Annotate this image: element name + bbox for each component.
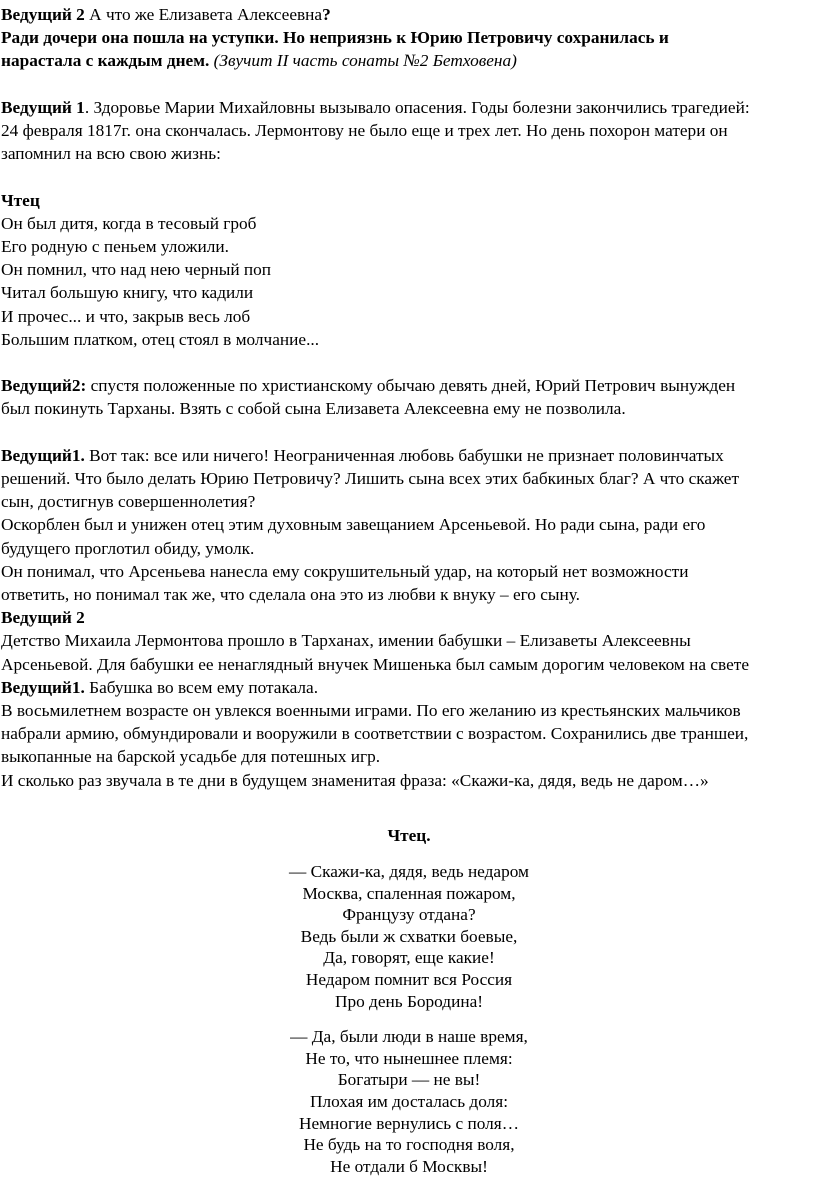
poem-line: Ведь были ж схватки боевые,: [300, 926, 518, 946]
poem-line: Французу отдана?: [342, 905, 476, 925]
text-run: Бабушка во всем ему потакала.: [84, 677, 319, 697]
text-run: . Здоровье Марии Михайловны вызывало опасения. Годы болезни закончились трагедией:: [84, 97, 750, 117]
poem-line: Недаром помнит вся Россия: [305, 970, 513, 990]
stanza-gap: [1, 1012, 816, 1026]
poem-stanza-2: [1, 1026, 816, 1177]
paragraph-line: [1, 676, 816, 699]
text-run: Вот так: все или ничего! Неограниченная любовь бабушки не признает половинчатых: [84, 445, 724, 465]
verse-line: Читал большую книгу, что кадили: [1, 283, 254, 303]
verse-line: Он был дитя, когда в тесовый гроб: [1, 213, 257, 233]
verse-line: Большим платком, отец стоял в молчание...: [1, 329, 320, 349]
paragraph-line: Он понимал, что Арсеньева нанесла ему сокрушительный удар, на который нет возможности: [1, 561, 689, 581]
paragraph-line: 24 февраля 1817г. она скончалась. Лермонтову не было еще и трех лет. Но день похорон матери он: [1, 121, 728, 140]
paragraph-line: [1, 374, 816, 397]
paragraph-line: [1, 606, 816, 629]
poem-line: Богатыри — не вы!: [337, 1070, 481, 1090]
poem-line: Про день Бородина!: [334, 991, 484, 1011]
speaker-label: Ведущий 1: [1, 97, 85, 117]
speaker-label: Ведущий1.: [1, 445, 85, 465]
paragraph-line: Оскорблен был и унижен отец этим духовным завещанием Арсеньевой. Но ради сына, ради его: [1, 515, 706, 535]
speaker-label: Ведущий 2: [1, 5, 85, 24]
poem-line: Не будь на то господня воля,: [303, 1135, 515, 1155]
paragraph-line: Детство Михаила Лермонтова прошло в Тарханах, имении бабушки – Елизаветы Алексеевны: [1, 631, 691, 651]
speaker-label: Ведущий2:: [1, 376, 87, 396]
paragraph-line: [1, 96, 816, 119]
verse-line: И прочес... и что, закрыв весь лоб: [1, 306, 251, 326]
speaker-label: Ведущий1.: [1, 677, 85, 697]
speaker-label: Ведущий 2: [1, 608, 85, 628]
paragraph-line: сын, достигнув совершеннолетия?: [1, 492, 256, 512]
paragraph-line: И сколько раз звучала в те дни в будущем знаменитая фраза: «Скажи-ка, дядя, ведь не даром…»: [1, 770, 709, 790]
paragraph-line: [1, 49, 816, 72]
blank-line: [1, 351, 816, 374]
poem-title-text: Чтец.: [387, 825, 431, 845]
paragraph-line: будущего проглотил обиду, умолк.: [1, 538, 255, 558]
paragraph-line: [1, 26, 816, 49]
poem-stanza-1: [1, 861, 816, 1012]
paragraph-line: решений. Что было делать Юрию Петровичу? Лишить сына всех этих бабкиных благ? А что скажет: [1, 469, 740, 488]
paragraph-line: Арсеньевой. Для бабушки ее ненаглядный внучек Мишенька был самым дорогим человеком на свете: [1, 654, 750, 674]
text-run: спустя положенные по христианскому обычаю девять дней, Юрий Петрович вынужден: [86, 376, 736, 396]
poem-line: Да, говорят, еще какие!: [323, 948, 495, 968]
poem-line: Плохая им досталась доля:: [309, 1091, 509, 1111]
text-run: нарастала с каждым днем.: [1, 51, 210, 71]
paragraph-line: набрали армию, обмундировали и вооружили в соответствии с возрастом. Сохранились две траншеи,: [1, 724, 749, 744]
poem-line: Москва, спаленная пожаром,: [302, 883, 516, 903]
paragraph-line: В восьмилетнем возрасте он увлекся военными играми. По его желанию из крестьянских мальчиков: [1, 701, 741, 721]
paragraph-line: был покинуть Тарханы. Взять с собой сына Елизавета Алексеевна ему не позволила.: [1, 399, 626, 419]
paragraph-line: [1, 3, 816, 26]
poem-title: [1, 824, 816, 847]
blank-line: [1, 421, 816, 444]
poem-line: Не отдали б Москвы!: [330, 1156, 488, 1176]
paragraph-line: [1, 189, 816, 212]
text-run: ?: [322, 5, 331, 24]
paragraph-line: ответить, но понимал так же, что сделала она это из любви к внуку – его сыну.: [1, 585, 581, 605]
poem-line: — Скажи-ка, дядя, ведь недаром: [289, 862, 529, 882]
poem-line: — Да, были люди в наше время,: [290, 1027, 528, 1047]
blank-line: [1, 165, 816, 188]
paragraph-line: запомнил на всю свою жизнь:: [1, 144, 221, 164]
poem-line: Не то, что нынешнее племя:: [305, 1048, 513, 1068]
text-run: Ради дочери она пошла на уступки. Но неприязнь к Юрию Петровичу сохранилась и: [1, 28, 669, 48]
paragraph-line: выкопанные на барской усадьбе для потешных игр.: [1, 747, 381, 767]
poem-line: Немногие вернулись с поля…: [298, 1113, 520, 1133]
stage-direction: (Звучит II часть сонаты №2 Бетховена): [213, 51, 517, 71]
verse-line: Он помнил, что над нею черный поп: [1, 260, 272, 280]
verse-line: Его родную с пеньем уложили.: [1, 237, 229, 256]
speaker-label: Чтец: [1, 190, 40, 210]
text-run: А что же Елизавета Алексеевна: [84, 5, 323, 24]
paragraph-line: [1, 444, 816, 467]
blank-line: [1, 73, 816, 96]
